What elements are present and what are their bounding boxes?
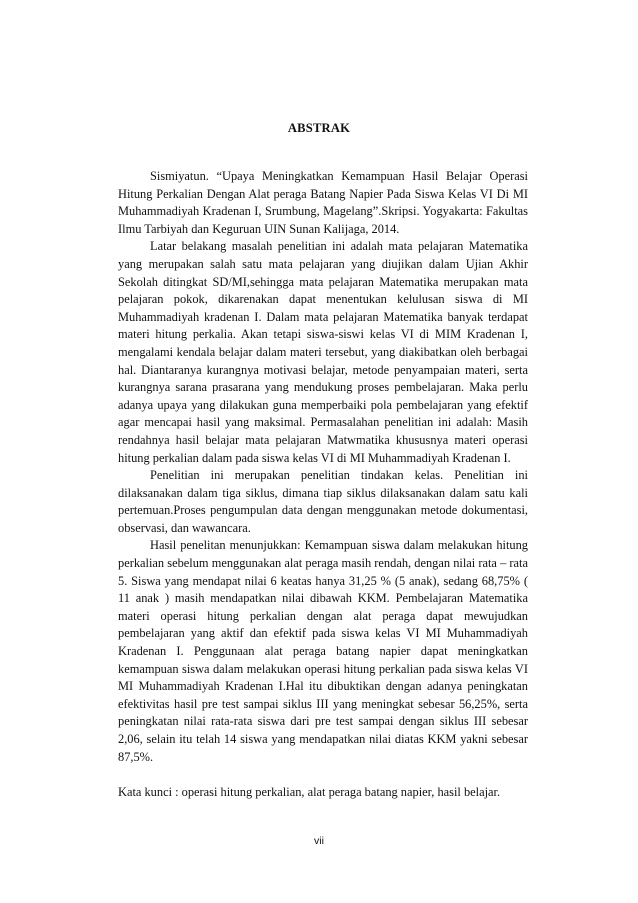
page-title: ABSTRAK	[287, 121, 351, 135]
paragraph-method: Penelitian ini merupakan penelitian tindakan kelas. Penelitian ini dilaksanakan dalam tiga siklus, dimana tiap siklus dilaksanakan dalam satu kali pertemuan.Proses pengumpulan data dengan menggunakan metode dokumentasi, observasi, dan wawancara.	[118, 468, 528, 535]
abstract-body	[118, 168, 528, 801]
keywords-line: Kata kunci : operasi hitung perkalian, alat peraga batang napier, hasil belajar.	[118, 784, 501, 799]
paragraph-background: Latar belakang masalah penelitian ini adalah mata pelajaran Matematika yang merupakan salah satu mata pelajaran yang diujikan dalam Ujian Akhir Sekolah ditingkat SD/MI,sehingga mata pelajaran Matematika merupakan mata pelajaran pokok, dikarenakan dapat menentukan kelulusan siswa di MI Muhammadiyah kradenan I. Dalam mata pelajaran Matematika banyak terdapat materi hitung perkalia. Akan tetapi siswa-siswi kelas VI di MIM Kradenan I, mengalami kendala belajar dalam materi tersebut, yang diakibatkan oleh berbagai hal. Diantaranya kurangnya motivasi belajar, metode penyampaian materi, serta kurangnya sarana prasarana yang mendukung proses pembelajaran. Maka perlu adanya upaya yang dilakukan guna memperbaiki pola pembelajaran yang efektif agar mencapai hasil yang maksimal. Permasalahan penelitian ini adalah: Masih rendahnya hasil belajar mata pelajaran Matwmatika khususnya materi operasi hitung perkalian dalam pada siswa kelas VI di MI Muhammadiyah Kradenan I.	[118, 239, 528, 465]
paragraph-citation: Sismiyatun. “Upaya Meningkatkan Kemampuan Hasil Belajar Operasi Hitung Perkalian Dengan Alat peraga Batang Napier Pada Siswa Kelas VI Di MI Muhammadiyah Kradenan I, Srumbung, Magelang”.Skripsi. Yogyakarta: Fakultas Ilmu Tarbiyah dan Keguruan UIN Sunan Kalijaga, 2014.	[118, 169, 528, 236]
page-number: vii	[314, 835, 324, 847]
paragraph-results: Hasil penelitan menunjukkan: Kemampuan siswa dalam melakukan hitung perkalian sebelum menggunakan alat peraga masih rendah, dengan nilai rata – rata 5. Siswa yang mendapat nilai 6 keatas hanya 31,25 % (5 anak), sedang 68,75% ( 11 anak ) masih mendapatkan nilai dibawah KKM. Pembelajaran Matematika materi operasi hitung perkalian dengan alat peraga dapat mewujudkan pembelajaran yang aktif dan efektif pada siswa kelas VI MI Muhammadiyah Kradenan I. Penggunaan alat peraga batang napier dapat meningkatkan kemampuan siswa dalam melakukan operasi hitung perkalian pada siswa kelas VI MI Muhammadiyah Kradenan I.Hal itu dibuktikan dengan adanya peningkatan efektivitas hasil pre test sampai siklus III yang meningkat sebesar 56,25%, serta peningkatan nilai rata-rata siswa dari pre test sampai dengan siklus III sebesar 2,06, selain itu telah 14 siswa yang mendapatkan nilai diatas KKM yakni sebesar 87,5%.	[118, 538, 528, 764]
